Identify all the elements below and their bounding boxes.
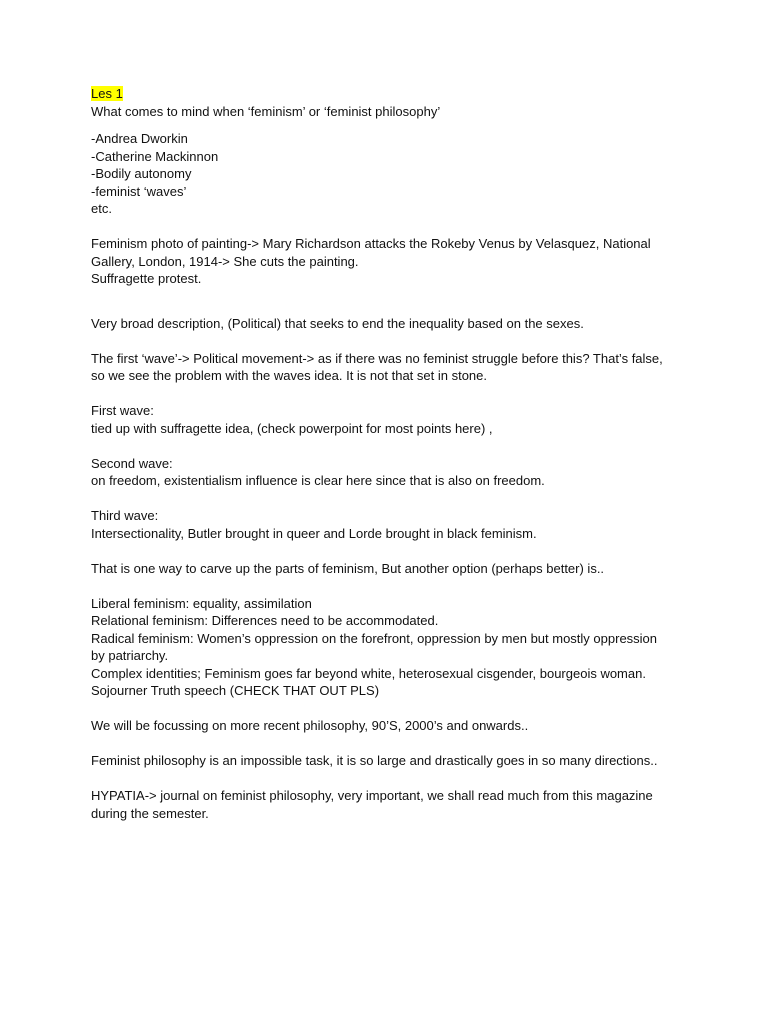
document-page (91, 85, 676, 822)
hypatia-paragraph (91, 787, 676, 822)
list-item: Relational feminism: Differences need to be accommodated. (91, 613, 439, 628)
wave-text: on freedom, existentialism influence is clear here since that is also on freedom. (91, 473, 545, 488)
paragraph-line: Suffragette protest. (91, 271, 202, 286)
carve-up-note: That is one way to carve up the parts of feminism, But another option (perhaps better) is.. (91, 560, 605, 576)
list-item: Sojourner Truth speech (CHECK THAT OUT PLS) (91, 683, 380, 698)
paragraph-line: during the semester. (91, 805, 209, 821)
associations-list (91, 130, 676, 218)
wave-section (91, 507, 676, 542)
paragraph-line: HYPATIA-> journal on feminist philosophy, very important, we shall read much from this magazine (91, 788, 653, 803)
wave-text: tied up with suffragette idea, (check powerpoint for most points here) , (91, 420, 493, 436)
first-wave-note-paragraph (91, 350, 676, 385)
paragraph-line: Feminism photo of painting-> Mary Richardson attacks the Rokeby Venus by Velasquez, National (91, 236, 651, 251)
wave-section (91, 402, 676, 437)
list-item: -Catherine Mackinnon (91, 148, 219, 164)
paragraph-line: The first ‘wave’-> Political movement-> as if there was no feminist struggle before this? That’s false, (91, 350, 663, 366)
broad-description: Very broad description, (Political) that seeks to end the inequality based on the sexes. (91, 315, 584, 331)
wave-title: First wave: (91, 403, 154, 418)
wave-title: Second wave: (91, 455, 173, 471)
feminism-types-list (91, 595, 676, 700)
intro-question: What comes to mind when ‘feminism’ or ‘feminist philosophy’ (91, 103, 441, 119)
list-item: Radical feminism: Women’s oppression on the forefront, oppression by men but mostly oppression (91, 630, 658, 646)
wave-section (91, 455, 676, 490)
photo-note-paragraph (91, 235, 676, 288)
heading-line (91, 85, 676, 103)
paragraph-line: so we see the problem with the waves idea. It is not that set in stone. (91, 368, 487, 383)
list-item: -Bodily autonomy (91, 166, 192, 181)
list-item: by patriarchy. (91, 648, 169, 663)
impossible-task-note: Feminist philosophy is an impossible task, it is so large and drastically goes in so many directions.. (91, 753, 658, 768)
list-item: -feminist ‘waves’ (91, 183, 187, 199)
wave-text: Intersectionality, Butler brought in queer and Lorde brought in black feminism. (91, 525, 537, 541)
list-item: Complex identities; Feminism goes far beyond white, heterosexual cisgender, bourgeois woman. (91, 665, 646, 681)
list-item: Liberal feminism: equality, assimilation (91, 595, 312, 611)
paragraph-line: Gallery, London, 1914-> She cuts the painting. (91, 253, 359, 269)
list-item: -Andrea Dworkin (91, 131, 188, 146)
lesson-heading: Les 1 (91, 86, 123, 101)
focus-note: We will be focussing on more recent philosophy, 90’S, 2000’s and onwards.. (91, 718, 529, 733)
wave-title: Third wave: (91, 508, 159, 523)
list-item: etc. (91, 201, 112, 216)
